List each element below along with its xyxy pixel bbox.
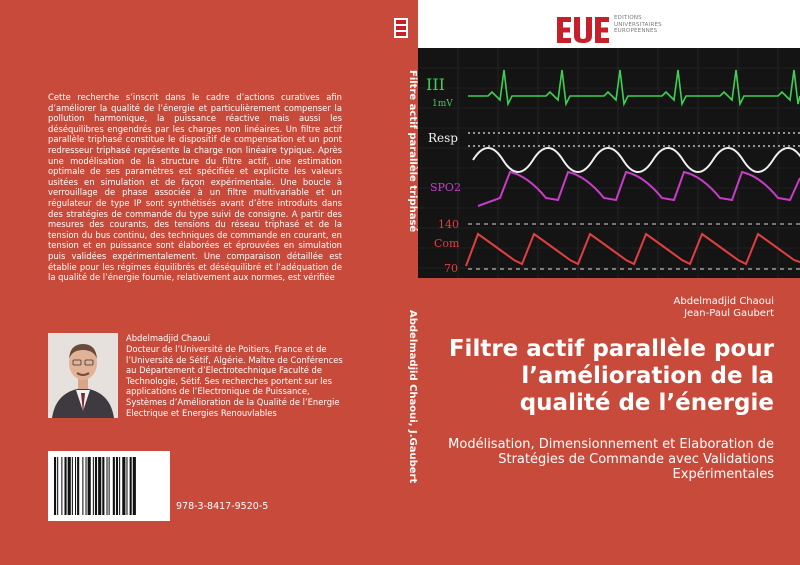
back-cover (0, 0, 380, 565)
barcode-bar (54, 457, 56, 515)
publisher-name (614, 15, 662, 35)
monitor-value-140: 140 (438, 218, 459, 231)
isbn: 978-3-8417-9520-5 (176, 501, 269, 512)
barcode-bar (86, 457, 87, 515)
back-blurb: Cette recherche s’inscrit dans le cadre d’actions curatives afin d’améliorer la qualité de l’énergie et particulièrement compenser la pollution harmonique, la puissance réactive mais aussi les déséquilibres engendrés par les charges non linéaires. Un filtre actif parallèle triphasé constitue le dispositif de compensation et un pont redresseur triphasé représente la charge non linéaire typique. Après une modélisation de la structure du filtre actif, une estimation optimale de ses paramètres est spécifiée et explicite les valeurs usitées en simulation et de façon expérimentale. Une boucle à verrouillage de phase associée à un filtre multivariable et un régulateur de type IP sont synthétisés avant d’être introduits dans des stratégies de commande du type suivi de consigne. A partir des mesures des courants, des tensions du réseau triphasé et de la tension du bus continu, des techniques de commande en courant, en tension et en puissance sont élaborées et éprouvées en simulation puis validées expérimentalement. Une comparaison détaillée est établie pour les régimes équilibrés et déséquilibré et l’adéquation de la qualité de l’énergie fournie, relativement aux normes, est vérifiée (48, 92, 342, 283)
back-author-bio: Docteur de l’Université de Poitiers, France et de l’Université de Sétif, Algérie. Maître de Conférences au Département d’Electrotechnique Faculté de Technologie, Sétif. Ses recherches portent sur les applications de l’Electronique de Puissance, Systèmes d’Amélioration de la Qualité de l’Energie Electrique et Energies Renouvlables (126, 344, 343, 418)
monitor-spo2-label: SPO2 (430, 181, 461, 194)
barcode-bar (57, 457, 58, 515)
barcode-bar (75, 457, 76, 515)
monitor-resp-label: Resp (428, 131, 458, 145)
spine-authors: Abdelmadjid Chaoui, J.Gaubert (407, 310, 418, 484)
patient-monitor-image (418, 48, 800, 278)
barcode-bar (107, 457, 108, 515)
spine (380, 0, 418, 565)
barcode-bar (88, 457, 91, 515)
barcode-bar (61, 457, 62, 515)
barcode-bar (72, 457, 73, 515)
barcode-bar (119, 457, 120, 515)
spine-title: Filtre actif parallèle triphasé (407, 70, 418, 233)
book-title: Filtre actif parallèle pour l’amélioration de la qualité de l’énergie (448, 336, 774, 416)
barcode-bar (102, 457, 104, 515)
barcode-bar (133, 457, 136, 515)
publisher-name-line3: EUROPEENNES (614, 28, 658, 34)
monitor-lead-label: III (426, 75, 445, 94)
barcode-bar (116, 457, 118, 515)
publisher-name-line2: UNIVERSITAIRES (614, 21, 662, 28)
barcode-bar (98, 457, 101, 515)
barcode-bar (77, 457, 79, 515)
book-subtitle: Modélisation, Dimensionnement et Elaboration de Stratégies de Commande avec Validations Expérimentales (448, 437, 774, 482)
front-authors (674, 296, 774, 320)
publisher-logo (555, 15, 610, 45)
barcode-bar (82, 457, 83, 515)
publisher-name-line1: EDITIONS (614, 15, 642, 21)
front-cover (418, 0, 800, 565)
author-photo (48, 333, 118, 418)
monitor-value-70: 70 (444, 262, 458, 275)
publisher-header (418, 0, 800, 48)
barcode-bar (126, 457, 127, 515)
front-author-1: Abdelmadjid Chaoui (673, 296, 774, 307)
back-author-name: Abdelmadjid Chaoui (126, 333, 211, 343)
barcode-bars (48, 451, 170, 521)
barcode-bar (109, 457, 110, 515)
barcode-bar (65, 457, 67, 515)
monitor-com-label: Com (434, 237, 460, 250)
front-author-2: Jean-Paul Gaubert (684, 308, 774, 319)
barcode-bar (113, 457, 115, 515)
barcode-bar (93, 457, 94, 515)
barcode-bar (68, 457, 71, 515)
barcode (48, 451, 170, 521)
barcode-bar (130, 457, 132, 515)
barcode-bar (122, 457, 125, 515)
spine-publisher-logo (394, 18, 408, 38)
barcode-bar (95, 457, 97, 515)
monitor-scale-label: 1mV (432, 99, 453, 109)
